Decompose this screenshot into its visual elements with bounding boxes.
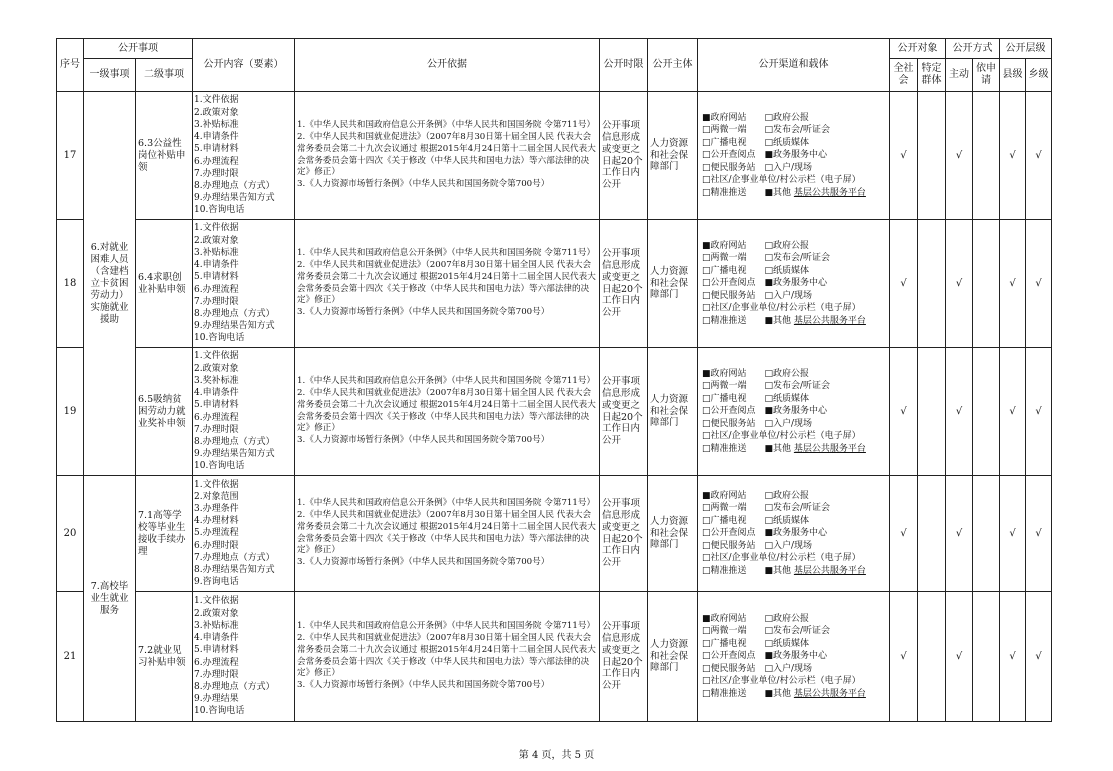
- check-target-all: √: [890, 476, 918, 592]
- legal-basis: [295, 348, 600, 476]
- check-mode-request: [973, 220, 1000, 348]
- basis-item: 1.《中华人民共和国政府信息公开条例》（中华人民共和国国务院 令第711号）: [297, 376, 596, 387]
- legal-basis: [295, 220, 600, 348]
- content-elements: [193, 92, 295, 220]
- channels-list: [698, 348, 890, 476]
- basis-item: 3.《人力资源市场暂行条例》（中华人民共和国国务院令第700号）: [297, 434, 550, 445]
- disclosure-subject: 人力资源和社会保障部门: [648, 348, 698, 476]
- channel-line: ■政府网站 □政府公报: [702, 491, 810, 502]
- content-element: 2.政策对象: [194, 235, 239, 246]
- content-element: 4.申请条件: [194, 388, 239, 399]
- content-element: 9.办理结果告知方式: [194, 449, 275, 460]
- content-element: 7.办理时限: [194, 296, 239, 307]
- content-element: 8.办理地点（方式）: [194, 436, 275, 447]
- content-elements: [193, 220, 295, 348]
- disclosure-subject: 人力资源和社会保障部门: [648, 92, 698, 220]
- check-mode-request: [973, 92, 1000, 220]
- content-element: 6.办理流程: [194, 156, 239, 167]
- basis-item: 1.《中华人民共和国政府信息公开条例》（中华人民共和国国务院 令第711号）: [297, 621, 596, 632]
- content-element: 8.办理结果告知方式: [194, 565, 275, 575]
- content-element: 6.办理流程: [194, 657, 239, 668]
- channel-line: [702, 565, 885, 577]
- content-element: 3.补贴标准: [194, 620, 239, 631]
- content-element: 7.办理时限: [194, 424, 239, 435]
- basis-item: 1.《中华人民共和国政府信息公开条例》（中华人民共和国国务院 令第711号）: [297, 248, 596, 259]
- header-time: 公开时限: [600, 39, 648, 92]
- check-mode-active: √: [946, 348, 973, 476]
- channel-line: □便民服务站 □入户/现场: [702, 162, 813, 173]
- content-element: 9.办理结果告知方式: [194, 321, 275, 332]
- table-row: [57, 348, 1052, 476]
- channels-list: [698, 592, 890, 722]
- channel-line: □广播电视 □纸质媒体: [702, 638, 810, 649]
- content-element: 5.办理流程: [194, 528, 239, 539]
- time-limit: 公开事项信息形成或变更之日起20个工作日内公开: [600, 220, 648, 348]
- channel-line: [702, 443, 885, 455]
- check-level-township: √: [1026, 592, 1052, 722]
- table-row: [57, 92, 1052, 220]
- check-target-all: √: [890, 92, 918, 220]
- channel-other-value: 基层公共服务平台: [793, 315, 866, 326]
- channel-line: □两微一端 □发布会/听证会: [702, 253, 831, 264]
- channel-line: □社区/企事业单位/村公示栏（电子屏）: [702, 676, 861, 687]
- level1-item: 7.高校毕业生就业服务: [84, 476, 136, 722]
- time-limit: 公开事项信息形成或变更之日起20个工作日内公开: [600, 592, 648, 722]
- content-element: 1.文件依据: [194, 223, 239, 234]
- basis-item: 3.《人力资源市场暂行条例》（中华人民共和国国务院令第700号）: [297, 556, 550, 567]
- content-element: 5.申请材料: [194, 645, 239, 656]
- channel-line: □社区/企事业单位/村公示栏（电子屏）: [702, 303, 861, 314]
- content-element: 5.申请材料: [194, 144, 239, 155]
- level2-item: 7.2就业见习补贴申领: [136, 592, 193, 722]
- content-element: 10.咨询电话: [194, 461, 245, 472]
- content-element: 7.办理地点（方式）: [194, 552, 275, 563]
- check-target-all: √: [890, 348, 918, 476]
- time-limit: 公开事项信息形成或变更之日起20个工作日内公开: [600, 476, 648, 592]
- content-elements: [193, 348, 295, 476]
- content-element: 2.政策对象: [194, 363, 239, 374]
- header-target-all: 全社会: [890, 59, 918, 92]
- legal-basis: [295, 92, 600, 220]
- header-level-county: 县级: [1000, 59, 1026, 92]
- channel-line: □公开查阅点 ■政务服务中心: [702, 528, 828, 539]
- header-level-township: 乡级: [1026, 59, 1052, 92]
- content-element: 5.申请材料: [194, 400, 239, 411]
- content-element: 4.申请条件: [194, 260, 239, 271]
- check-target-all: √: [890, 220, 918, 348]
- row-number: 21: [57, 592, 84, 722]
- basis-item: 3.《人力资源市场暂行条例》（中华人民共和国国务院令第700号）: [297, 178, 550, 189]
- row-number: 17: [57, 92, 84, 220]
- time-limit: 公开事项信息形成或变更之日起20个工作日内公开: [600, 348, 648, 476]
- content-element: 6.办理流程: [194, 412, 239, 423]
- check-mode-request: [973, 592, 1000, 722]
- header-subject: 公开主体: [648, 39, 698, 92]
- row-number: 20: [57, 476, 84, 592]
- check-level-township: √: [1026, 348, 1052, 476]
- basis-item: 3.《人力资源市场暂行条例》（中华人民共和国国务院令第700号）: [297, 306, 550, 317]
- basis-item: 2.《中华人民共和国就业促进法》（2007年8月30日第十届全国人民 代表大会常务委员会第二十九次会议通过 根据2015年4月24日第十二届全国人民代表大会常务委员会第十四次《关于修改（中华人民共和国电力法）等六部法律的决定》修正）: [297, 510, 596, 556]
- header-level-group: 公开层级: [1000, 39, 1052, 59]
- basis-item: 1.《中华人民共和国政府信息公开条例》（中华人民共和国国务院 令第711号）: [297, 498, 596, 509]
- check-level-county: √: [1000, 476, 1026, 592]
- check-level-county: √: [1000, 348, 1026, 476]
- content-element: 6.办理时限: [194, 540, 239, 551]
- channel-line: □公开查阅点 ■政务服务中心: [702, 150, 828, 161]
- basis-item: 1.《中华人民共和国政府信息公开条例》（中华人民共和国国务院 令第711号）: [297, 120, 596, 131]
- time-limit: 公开事项信息形成或变更之日起20个工作日内公开: [600, 92, 648, 220]
- header-target-group: 公开对象: [890, 39, 946, 59]
- check-level-township: √: [1026, 220, 1052, 348]
- content-element: 1.文件依据: [194, 479, 239, 490]
- header-mode-group: 公开方式: [946, 39, 1000, 59]
- header-content: 公开内容（要素）: [193, 39, 295, 92]
- channels-list: [698, 92, 890, 220]
- channel-line: □社区/企事业单位/村公示栏（电子屏）: [702, 175, 861, 186]
- content-element: 8.办理地点（方式）: [194, 681, 275, 692]
- content-element: 10.咨询电话: [194, 333, 245, 344]
- content-element: 8.办理地点（方式）: [194, 308, 275, 319]
- basis-item: 2.《中华人民共和国就业促进法》（2007年8月30日第十届全国人民 代表大会常务委员会第二十九次会议通过 根据2015年4月24日第十二届全国人民代表大会常务委员会第十四次《关于修改（中华人民共和国电力法）等六部法律的决定》修正）: [297, 260, 596, 306]
- header-level1: 一级事项: [84, 59, 136, 92]
- content-element: 1.文件依据: [194, 95, 239, 106]
- channel-line: ■政府网站 □政府公报: [702, 369, 810, 380]
- content-element: 1.文件依据: [194, 351, 239, 362]
- header-items-group: 公开事项: [84, 39, 193, 59]
- level2-item: 6.3公益性岗位补贴申领: [136, 92, 193, 220]
- content-elements: [193, 592, 295, 722]
- basis-item: 2.《中华人民共和国就业促进法》（2007年8月30日第十届全国人民 代表大会常务委员会第二十九次会议通过 根据2015年4月24日第十二届全国人民代表大会常务委员会第十四次《关于修改（中华人民共和国电力法）等六部法律的决定》修正）: [297, 132, 596, 178]
- channel-line: □便民服务站 □入户/现场: [702, 290, 813, 301]
- check-mode-request: [973, 348, 1000, 476]
- content-element: 9.咨询电话: [194, 577, 239, 588]
- table-row: [57, 220, 1052, 348]
- channel-line: □社区/企事业单位/村公示栏（电子屏）: [702, 553, 861, 564]
- level2-item: 6.4求职创业补贴申领: [136, 220, 193, 348]
- legal-basis: [295, 592, 600, 722]
- content-element: 2.对象范围: [194, 491, 239, 502]
- channel-other-value: 基层公共服务平台: [793, 443, 866, 454]
- content-element: 7.办理时限: [194, 168, 239, 179]
- channel-line: □广播电视 □纸质媒体: [702, 137, 810, 148]
- channel-line: [702, 688, 885, 700]
- level2-item: 6.5吸纳贫困劳动力就业奖补申领: [136, 348, 193, 476]
- channel-line: □公开查阅点 ■政务服务中心: [702, 278, 828, 289]
- disclosure-table: [56, 38, 1052, 722]
- channel-line: □两微一端 □发布会/听证会: [702, 503, 831, 514]
- basis-item: 3.《人力资源市场暂行条例》（中华人民共和国国务院令第700号）: [297, 679, 550, 690]
- content-element: 4.申请条件: [194, 633, 239, 644]
- channel-option: □精准推送 ■其他: [702, 187, 792, 198]
- row-number: 19: [57, 348, 84, 476]
- content-element: 2.政策对象: [194, 107, 239, 118]
- channel-other-value: 基层公共服务平台: [793, 688, 866, 699]
- content-element: 7.办理时限: [194, 669, 239, 680]
- content-element: 8.办理地点（方式）: [194, 180, 275, 191]
- header-seq: 序号: [57, 39, 84, 92]
- check-level-township: √: [1026, 476, 1052, 592]
- channels-list: [698, 220, 890, 348]
- header-mode-request: 依申请: [973, 59, 1000, 92]
- row-number: 18: [57, 220, 84, 348]
- channel-line: □广播电视 □纸质媒体: [702, 515, 810, 526]
- channel-line: □两微一端 □发布会/听证会: [702, 381, 831, 392]
- channel-line: □便民服务站 □入户/现场: [702, 663, 813, 674]
- channel-other-value: 基层公共服务平台: [793, 187, 866, 198]
- channel-line: □两微一端 □发布会/听证会: [702, 125, 831, 136]
- check-target-specific: [918, 592, 946, 722]
- basis-item: 2.《中华人民共和国就业促进法》（2007年8月30日第十届全国人民 代表大会常务委员会第二十九次会议通过 根据2015年4月24日第十二届全国人民代表大会常务委员会第十四次《关于修改（中华人民共和国电力法）等六部法律的决定》修正）: [297, 633, 596, 679]
- check-mode-active: √: [946, 592, 973, 722]
- channel-option: □精准推送 ■其他: [702, 315, 792, 326]
- check-mode-active: √: [946, 92, 973, 220]
- check-target-specific: [918, 92, 946, 220]
- check-target-specific: [918, 348, 946, 476]
- channel-line: □公开查阅点 ■政务服务中心: [702, 406, 828, 417]
- check-target-specific: [918, 220, 946, 348]
- channel-line: ■政府网站 □政府公报: [702, 241, 810, 252]
- content-element: 3.办理条件: [194, 503, 239, 514]
- content-element: 10.咨询电话: [194, 205, 245, 216]
- content-element: 3.奖补标准: [194, 375, 239, 386]
- channel-line: [702, 315, 885, 327]
- check-mode-active: √: [946, 476, 973, 592]
- header-target-specific: 特定群体: [918, 59, 946, 92]
- check-target-all: √: [890, 592, 918, 722]
- channel-option: □精准推送 ■其他: [702, 443, 792, 454]
- channel-line: □广播电视 □纸质媒体: [702, 393, 810, 404]
- channel-line: ■政府网站 □政府公报: [702, 113, 810, 124]
- table-row: [57, 592, 1052, 722]
- level1-item: 6.对就业困难人员（含建档立卡贫困劳动力）实施就业援助: [84, 92, 136, 476]
- header-basis: 公开依据: [295, 39, 600, 92]
- basis-item: 2.《中华人民共和国就业促进法》（2007年8月30日第十届全国人民 代表大会常务委员会第二十九次会议通过 根据2015年4月24日第十二届全国人民代表大会常务委员会第十四次《关于修改（中华人民共和国电力法）等六部法律的决定》修正）: [297, 388, 596, 434]
- level2-item: 7.1高等学校等毕业生接收手续办理: [136, 476, 193, 592]
- content-element: 10.咨询电话: [194, 706, 245, 717]
- check-target-specific: [918, 476, 946, 592]
- header-channels: 公开渠道和载体: [698, 39, 890, 92]
- check-level-township: √: [1026, 92, 1052, 220]
- channel-line: □公开查阅点 ■政务服务中心: [702, 651, 828, 662]
- content-elements: [193, 476, 295, 592]
- header-level2: 二级事项: [136, 59, 193, 92]
- channel-option: □精准推送 ■其他: [702, 688, 792, 699]
- content-element: 2.政策对象: [194, 608, 239, 619]
- legal-basis: [295, 476, 600, 592]
- channel-other-value: 基层公共服务平台: [793, 565, 866, 576]
- channel-line: □便民服务站 □入户/现场: [702, 540, 813, 551]
- header-mode-active: 主动: [946, 59, 973, 92]
- check-level-county: √: [1000, 592, 1026, 722]
- content-element: 9.办理结果: [194, 694, 239, 705]
- check-level-county: √: [1000, 220, 1026, 348]
- check-mode-request: [973, 476, 1000, 592]
- check-mode-active: √: [946, 220, 973, 348]
- channel-line: □社区/企事业单位/村公示栏（电子屏）: [702, 431, 861, 442]
- content-element: 5.申请材料: [194, 272, 239, 283]
- channel-line: [702, 187, 885, 199]
- channel-option: □精准推送 ■其他: [702, 565, 792, 576]
- disclosure-subject: 人力资源和社会保障部门: [648, 476, 698, 592]
- channel-line: □两微一端 □发布会/听证会: [702, 626, 831, 637]
- channel-line: □广播电视 □纸质媒体: [702, 265, 810, 276]
- disclosure-table-sheet: [56, 38, 1052, 722]
- channel-line: □便民服务站 □入户/现场: [702, 418, 813, 429]
- content-element: 6.办理流程: [194, 284, 239, 295]
- content-element: 4.办理材料: [194, 516, 239, 527]
- page-footer: 第 4 页，共 5 页: [518, 750, 595, 761]
- table-row: [57, 476, 1052, 592]
- content-element: 3.补贴标准: [194, 119, 239, 130]
- check-level-county: √: [1000, 92, 1026, 220]
- disclosure-subject: 人力资源和社会保障部门: [648, 220, 698, 348]
- content-element: 4.申请条件: [194, 132, 239, 143]
- content-element: 9.办理结果告知方式: [194, 193, 275, 204]
- content-element: 3.补贴标准: [194, 247, 239, 258]
- channel-line: ■政府网站 □政府公报: [702, 614, 810, 625]
- disclosure-subject: 人力资源和社会保障部门: [648, 592, 698, 722]
- channels-list: [698, 476, 890, 592]
- content-element: 1.文件依据: [194, 596, 239, 607]
